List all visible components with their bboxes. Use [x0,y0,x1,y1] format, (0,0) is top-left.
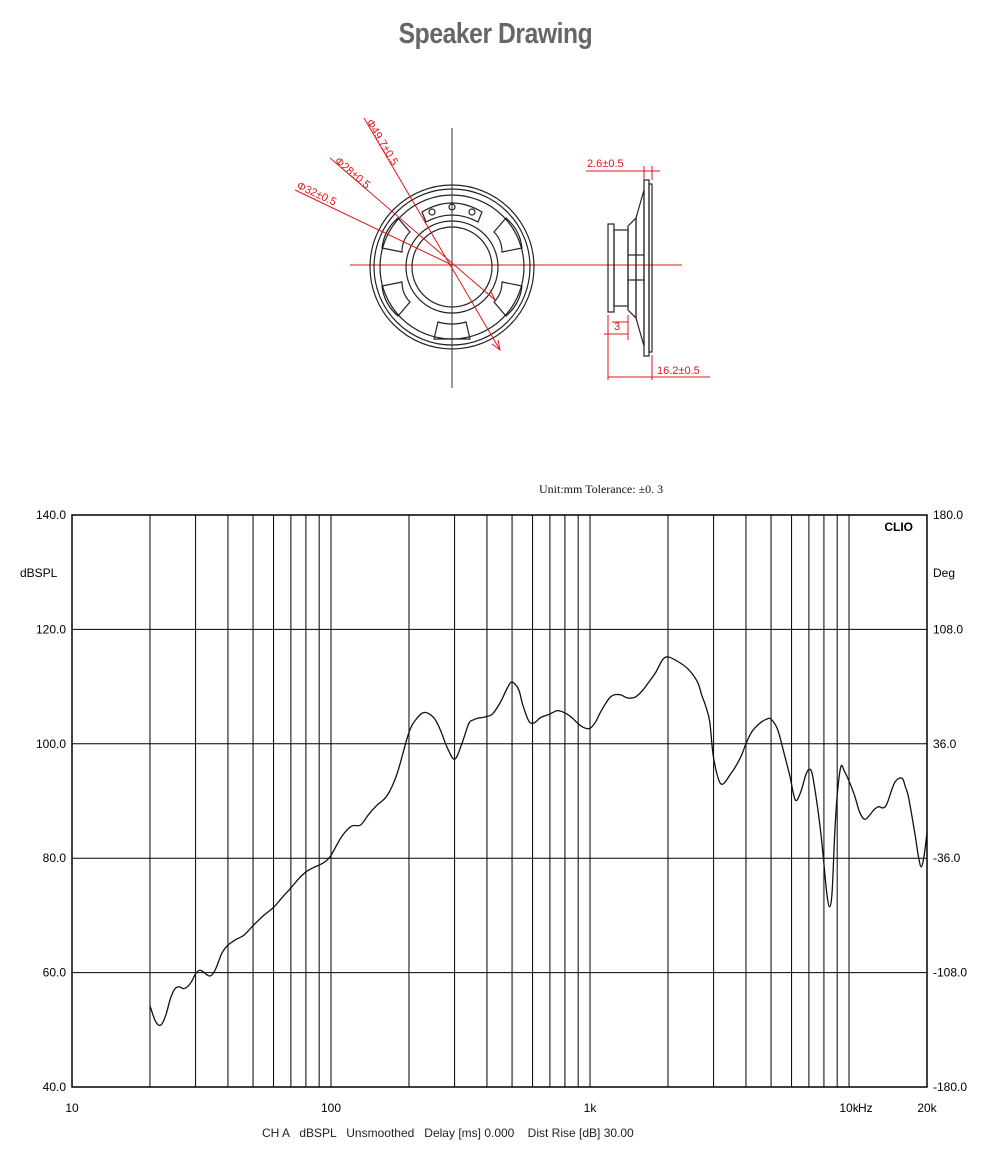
y-tick-label: 40.0 [42,1080,66,1094]
y2-tick-label: 108.0 [933,622,964,637]
dim-flange-label: 2.6±0.5 [587,158,624,170]
y-axis-label-right: Deg [933,566,956,580]
y-axis-label-left: dBSPL [20,566,58,580]
dim-mid-label: Φ32±0.5 [294,179,339,209]
x-tick-label: 20k [917,1101,937,1115]
x-tick-label: 100 [320,1101,342,1115]
side-dimension-lines [586,166,710,380]
x-tick-label: 10k [839,1101,859,1115]
dim-height-label: 16.2±0.5 [657,365,700,377]
frequency-response-chart [0,499,991,1149]
y-tick-label: 80.0 [42,851,66,866]
dim-magnet-label: 3 [614,321,621,333]
dim-inner-label: Φ28±0.5 [332,155,373,192]
clio-badge: CLIO [884,520,913,534]
series-line-spl [150,657,927,1026]
dim-outer-label: Φ49.7±0.5 [363,117,401,168]
speaker-drawing [0,60,991,500]
plot-frame [72,515,927,1087]
chart-footer: CH A dBSPL Unsmoothed Delay [ms] 0.000 Dist Rise [dB] 30.00 [262,1126,634,1140]
chart-grid [72,515,927,1087]
y2-tick-label: -180.0 [933,1080,968,1094]
y2-tick-label: 36.0 [933,736,957,751]
x-tick-label: 1k [583,1101,597,1115]
y-tick-label: 60.0 [42,965,66,980]
y-tick-label: 140.0 [35,508,66,522]
page-title: Speaker Drawing [398,18,593,50]
y-tick-label: 120.0 [35,622,66,637]
x-axis-label: Hz [858,1101,873,1115]
unit-note: Unit:mm Tolerance: ±0. 3 [539,482,664,496]
y2-tick-label: -108.0 [933,965,968,980]
x-tick-label: 10 [65,1101,79,1115]
y2-tick-label: 180.0 [933,508,964,522]
speaker-front-view [350,128,682,388]
y-tick-label: 100.0 [35,736,66,751]
y2-tick-label: -36.0 [933,851,961,866]
